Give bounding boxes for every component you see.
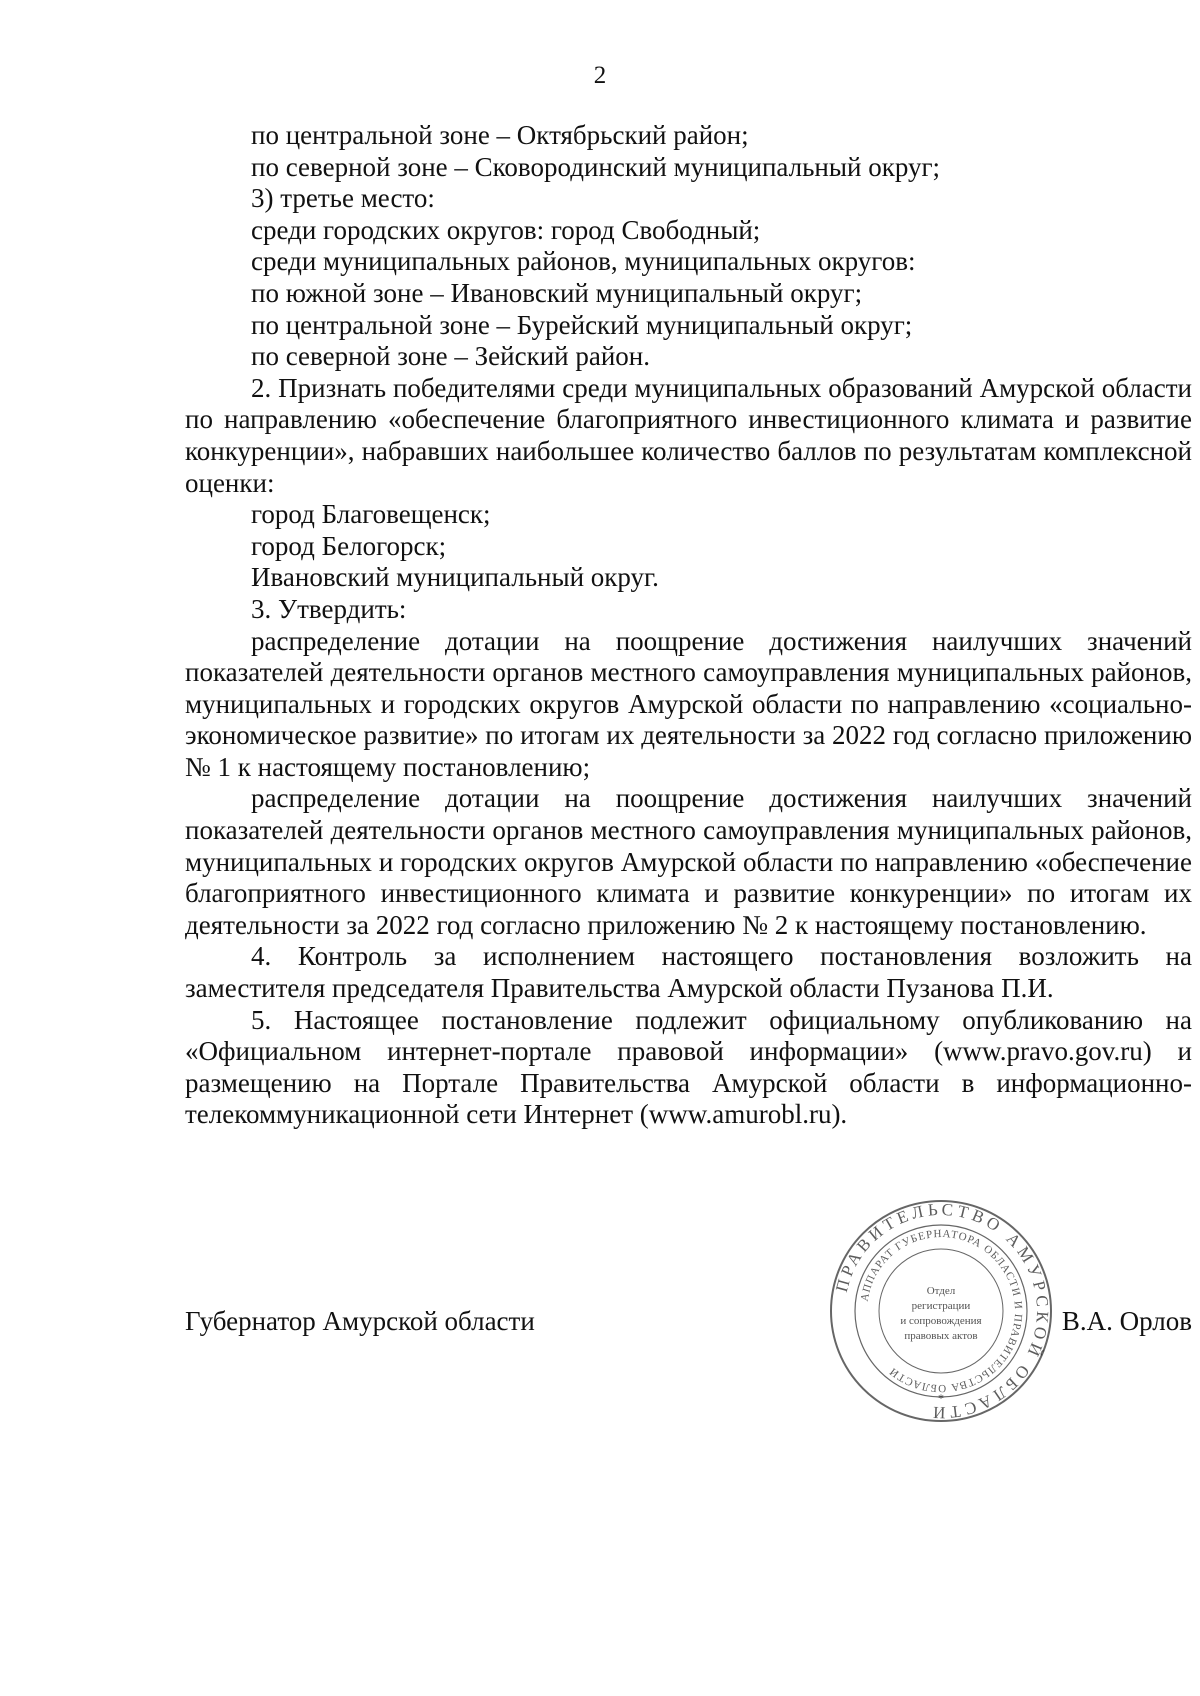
paragraph: по южной зоне – Ивановский муниципальный округ; — [251, 277, 863, 308]
paragraph: по северной зоне – Зейский район. — [251, 341, 651, 372]
paragraph: среди муниципальных районов, муниципальных округов: — [251, 246, 916, 277]
page-number: 2 — [593, 62, 607, 89]
paragraph: среди городских округов: город Свободный; — [251, 214, 761, 245]
seal-outer-text: ПРАВИТЕЛЬСТВО АМУРСКОЙ ОБЛАСТИ — [831, 1199, 1053, 1423]
seal-center-line: правовых актов — [904, 1330, 978, 1342]
official-seal — [828, 1198, 1054, 1424]
paragraph: по центральной зоне – Бурейский муниципальный округ; — [251, 309, 913, 340]
paragraph: город Белогорск; — [251, 530, 447, 561]
paragraph: по северной зоне – Сковородинский муниципальный округ; — [251, 151, 941, 182]
signatory-name: В.А. Орлов — [1061, 1306, 1192, 1336]
paragraph: 3. Утвердить: — [251, 593, 407, 624]
document-body — [185, 120, 1192, 1131]
paragraph: 3) третье место: — [251, 183, 435, 214]
paragraph: по центральной зоне – Октябрьский район; — [251, 120, 749, 150]
seal-center-line: регистрации — [911, 1300, 971, 1312]
star-icon: * — [938, 1391, 944, 1405]
seal-center-line: и сопровождения — [900, 1315, 982, 1327]
paragraph: распределение дотации на поощрение достижения наилучших значений показателей деятельности органов местного самоуправления муниципальных районов, муниципальных и городских округов Амурской области по направлению «социально-экономическое развитие» по итогам их деятельности за 2022 год согласно приложению № 1 к настоящему постановлению; — [185, 625, 1192, 782]
paragraph: Ивановский муниципальный округ. — [251, 562, 659, 593]
paragraph: распределение дотации на поощрение достижения наилучших значений показателей деятельности органов местного самоуправления муниципальных районов, муниципальных и городских округов Амурской области по направлению «обеспечение благоприятного инвестиционного климата и развитие конкуренции» по итогам их деятельности за 2022 год согласно приложению № 2 к настоящему постановлению. — [185, 783, 1192, 940]
paragraph: 5. Настоящее постановление подлежит официальному опубликованию на «Официальном интернет-портале правовой информации» (www.pravo.gov.ru) и размещению на Портале Правительства Амурской области в информационно-телекоммуникационной сети Интернет (www.amurobl.ru). — [185, 1004, 1192, 1130]
paragraph: город Благовещенск; — [251, 499, 491, 530]
seal-center-line: Отдел — [926, 1285, 956, 1297]
paragraph: 2. Признать победителями среди муниципальных образований Амурской области по направлению «обеспечение благоприятного инвестиционного климата и развитие конкуренции», набравших наибольшее количество баллов по результатам комплексной оценки: — [185, 372, 1192, 498]
paragraph: 4. Контроль за исполнением настоящего постановления возложить на заместителя председателя Правительства Амурской области Пузанова П.И. — [185, 941, 1192, 1004]
seal-inner-text: АППАРАТ ГУБЕРНАТОРА ОБЛАСТИ И ПРАВИТЕЛЬСТВА ОБЛАСТИ — [858, 1227, 1025, 1395]
signatory-title: Губернатор Амурской области — [185, 1306, 535, 1336]
